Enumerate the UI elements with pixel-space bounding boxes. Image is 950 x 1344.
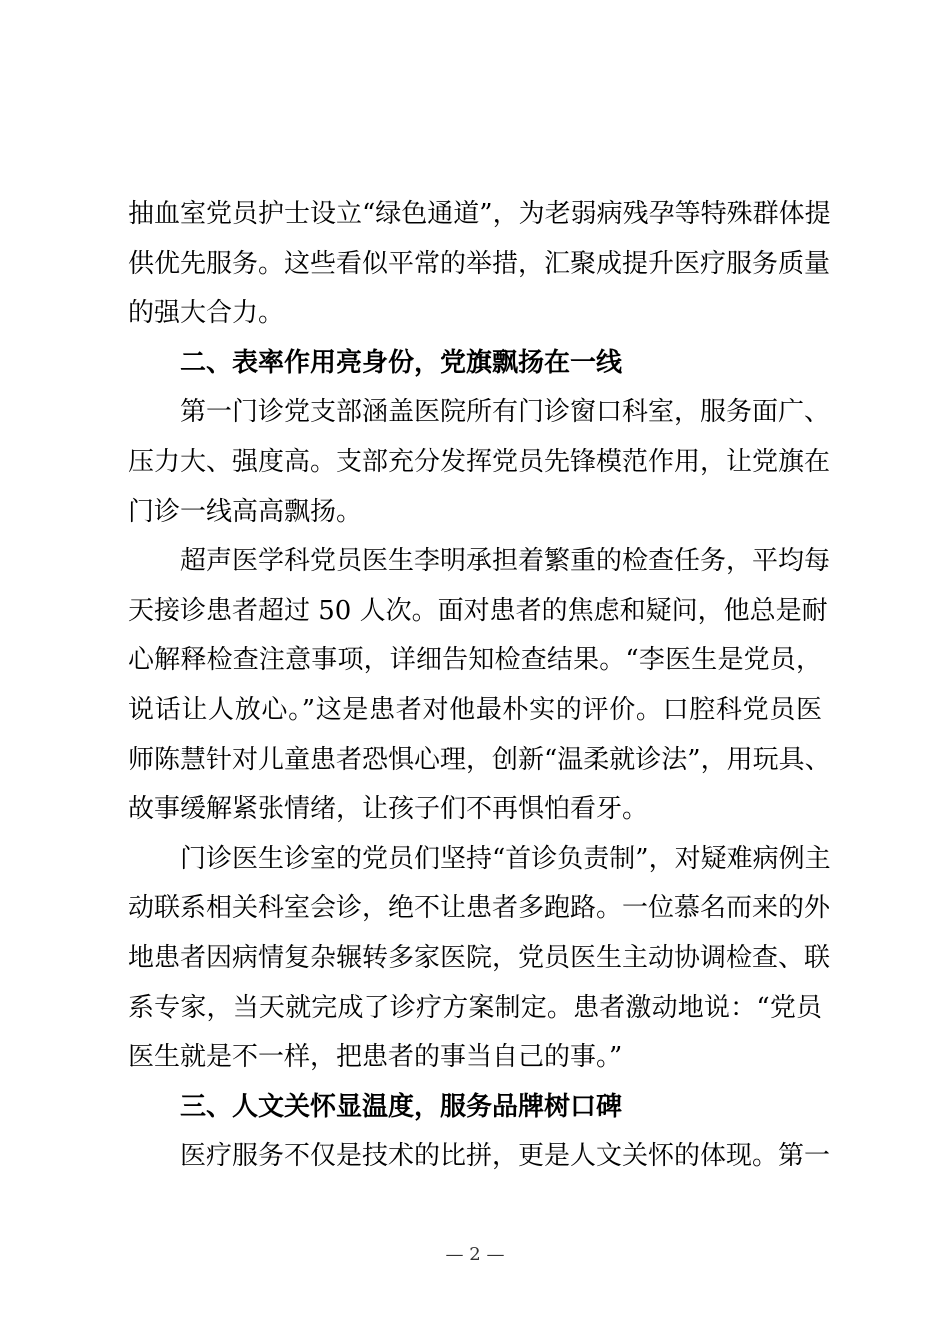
paragraph-line: 说话让人放心。”这是患者对他最朴实的评价。口腔科党员医 bbox=[128, 694, 822, 725]
paragraph-line: 门诊一线高高飘扬。 bbox=[128, 496, 363, 527]
paragraph-line: 故事缓解紧张情绪，让孩子们不再惧怕看牙。 bbox=[128, 794, 649, 825]
paragraph-line: 医生就是不一样，把患者的事当自己的事。” bbox=[128, 1042, 623, 1073]
paragraph-line: 压力大、强度高。支部充分发挥党员先锋模范作用，让党旗在 bbox=[128, 446, 831, 477]
paragraph-line: 第一门诊党支部涵盖医院所有门诊窗口科室，服务面广、 bbox=[180, 397, 831, 428]
paragraph-line: 心解释检查注意事项，详细告知检查结果。“李医生是党员， bbox=[128, 645, 822, 676]
paragraph-line: 师陈慧针对儿童患者恐惧心理，创新“温柔就诊法”，用玩具、 bbox=[128, 744, 831, 775]
section-heading: 三、人文关怀显温度，服务品牌树口碑 bbox=[180, 1091, 623, 1122]
paragraph-line: 抽血室党员护士设立“绿色通道”，为老弱病残孕等特殊群体提 bbox=[128, 199, 831, 229]
paragraph-line: 超声医学科党员医生李明承担着繁重的检查任务，平均每 bbox=[180, 546, 831, 577]
paragraph-line: 系专家，当天就完成了诊疗方案制定。患者激动地说：“党员 bbox=[128, 992, 822, 1023]
paragraph-line: 地患者因病情复杂辗转多家医院，党员医生主动协调检查、联 bbox=[128, 942, 831, 973]
paragraph-line: 的强大合力。 bbox=[128, 298, 285, 329]
paragraph-line: 门诊医生诊室的党员们坚持“首诊负责制”，对疑难病例主 bbox=[180, 843, 831, 874]
paragraph-line: 动联系相关科室会诊，绝不让患者多跑路。一位慕名而来的外 bbox=[128, 893, 831, 924]
paragraph-line: 供优先服务。这些看似平常的举措，汇聚成提升医疗服务质量 bbox=[128, 248, 831, 279]
page-number: — 2 — bbox=[445, 1244, 505, 1265]
section-heading: 二、表率作用亮身份，党旗飘扬在一线 bbox=[180, 347, 623, 378]
document-body bbox=[128, 190, 831, 1182]
paragraph-line: 天接诊患者超过 50 人次。面对患者的焦虑和疑问，他总是耐 bbox=[128, 595, 828, 626]
paragraph-line: 医疗服务不仅是技术的比拼，更是人文关怀的体现。第一 bbox=[180, 1141, 831, 1172]
